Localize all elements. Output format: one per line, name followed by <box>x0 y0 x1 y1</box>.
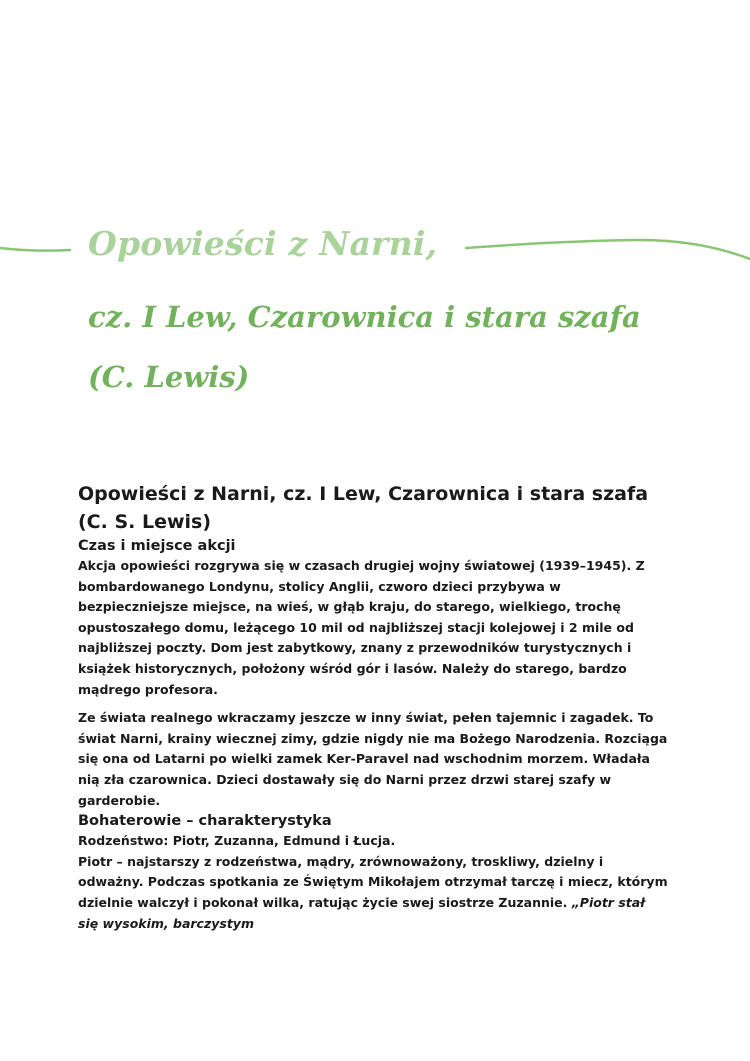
cover-title: Opowieści z Narni, <box>88 224 438 263</box>
left-divider-line <box>0 248 70 251</box>
siblings-line: Rodzeństwo: Piotr, Zuzanna, Edmund i Łucja. <box>78 833 396 849</box>
piotr-quote: „Piotr stał się wysokim, barczystym <box>78 894 645 931</box>
document-heading: Opowieści z Narni, cz. I Lew, Czarownica i stara szafa (C. S. Lewis) <box>78 483 649 533</box>
document-body <box>78 480 668 934</box>
section-heading-time-place: Czas i miejsce akcji <box>78 538 236 554</box>
paragraph-setting: Akcja opowieści rozgrywa się w czasach drugiej wojny światowej (1939–1945). Z bombardowanego Londynu, stolicy Anglii, czworo dzieci przybywa w bezpieczniejsze miejsce, na wieś, w głąb kraju, do starego, wielkiego, trochę opustoszałego domu, leżącego 10 mil od najbliższej stacji kolejowej i 2 mile od najbliższej poczty. Dom jest zabytkowy, znany z przewodników turystycznych i książek historycznych, położony wśród gór i lasów. Należy do starego, bardzo mądrego profesora. <box>78 558 645 697</box>
cover-subtitle: cz. I Lew, Czarownica i stara szafa <box>88 300 641 334</box>
right-divider-line <box>466 240 750 259</box>
paragraph-narnia-world: Ze świata realnego wkraczamy jeszcze w inny świat, pełen tajemnic i zagadek. To świat Narni, krainy wiecznej zimy, gdzie nigdy nie ma Bożego Narodzenia. Rozciąga się ona od Latarni po wielki zamek Ker-Paravel nad wschodnim morzem. Władała nią zła czarownica. Dzieci dostawały się do Narni przez drzwi starej szafy w garderobie. <box>78 710 668 808</box>
piotr-description: Piotr – najstarszy z rodzeństwa, mądry, zrównoważony, troskliwy, dzielny i odważny. Podczas spotkania ze Świętym Mikołajem otrzymał tarczę i miecz, którym dzielnie walczył i pokonał wilka, ratując życie swej siostrze Zuzannie. <box>78 853 668 910</box>
cover-author: (C. Lewis) <box>88 360 250 394</box>
paragraph-piotr <box>78 852 668 934</box>
section-heading-characters: Bohaterowie – charakterystyka <box>78 813 332 830</box>
